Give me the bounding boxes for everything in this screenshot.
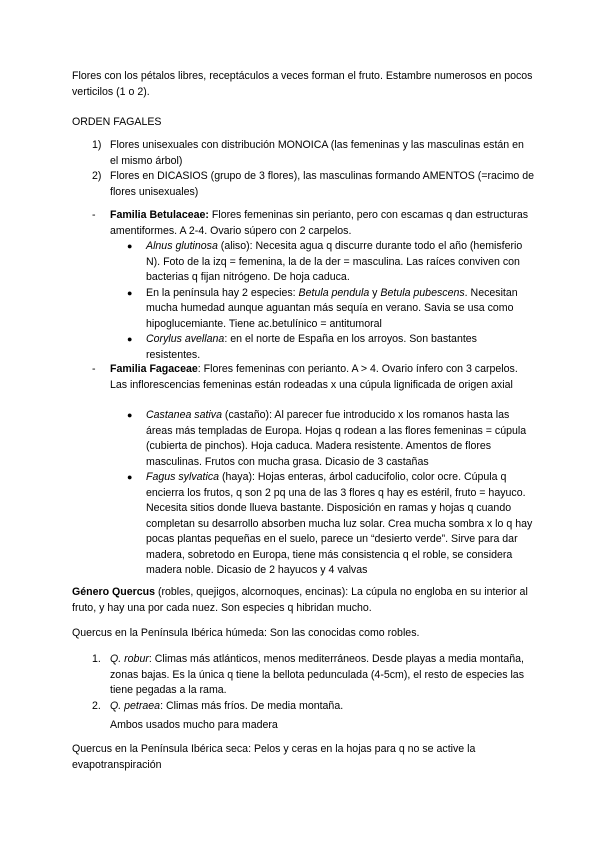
species-bullet bbox=[127, 286, 534, 333]
species-bullet bbox=[127, 408, 534, 470]
species-bullet bbox=[127, 239, 534, 286]
fagaceae-section bbox=[72, 362, 534, 579]
species-name: Q. petraea bbox=[110, 699, 161, 712]
genus-description: (robles, quejigos, alcornoques, encinas): La cúpula no engloba en su interior al fruto, y hay una por cada nuez. Son especies q hibridan mucho. bbox=[72, 586, 528, 614]
order-title: ORDEN FAGALES bbox=[72, 116, 162, 128]
humid-title: Quercus en la Península Ibérica húmeda: Son las conocidas como robles. bbox=[72, 627, 420, 639]
species-text: : Climas más atlánticos, menos mediterráneos. Desde playas a media montaña, zonas bajas. Es la única q tiene la bellota pedunculada (4-5cm), el resto de especies las tiene pegadas a la rama. bbox=[110, 653, 524, 696]
dash-marker: - bbox=[92, 209, 96, 221]
humid-list bbox=[72, 652, 534, 714]
betulaceae-heading bbox=[72, 208, 534, 239]
list-number: 2) bbox=[92, 170, 102, 182]
species-name: Fagus sylvatica bbox=[146, 471, 220, 483]
list-number: 2. bbox=[92, 699, 101, 712]
betulaceae-section bbox=[72, 208, 534, 363]
species-name: Alnus glutinosa bbox=[146, 240, 218, 252]
family-name: Familia Betulaceae: bbox=[110, 209, 209, 221]
dash-marker: - bbox=[92, 363, 96, 375]
genus-name: Género Quercus bbox=[72, 586, 156, 598]
family-name: Familia Fagaceae bbox=[110, 363, 198, 375]
species-bullet bbox=[127, 470, 534, 579]
list-text: Flores unisexuales con distribución MONOICA (las femeninas y las masculinas están en el mismo árbol) bbox=[110, 139, 524, 167]
species-name: Betula pubescens bbox=[380, 286, 465, 299]
intro-paragraph: Flores con los pétalos libres, receptáculos a veces forman el fruto. Estambre numerosos en pocos verticilos (1 o 2). bbox=[72, 70, 533, 98]
family-description: : Flores femeninas con perianto. A > 4. Ovario ínfero con 3 carpelos. Las inflorescencias femeninas están rodeadas x una cúpula lignificada de origen axial bbox=[110, 363, 518, 391]
quercus-paragraph bbox=[72, 585, 534, 616]
humid-list-item bbox=[72, 699, 534, 715]
humid-list-item bbox=[72, 652, 534, 699]
bullet-icon: ● bbox=[127, 472, 133, 482]
species-text: (aliso): Necesita agua q discurre durante todo el año (hemisferio N). Foto de la izq = femenina, la de la der = masculina. Las raíces conviven con bacterias q fijan nitrógeno. De hoja caduca. bbox=[146, 240, 523, 283]
species-text-prefix: En la península hay 2 especies: bbox=[146, 286, 299, 299]
list-number: 1. bbox=[92, 653, 101, 665]
order-list-item bbox=[72, 138, 534, 169]
family-description: Flores femeninas sin perianto, pero con escamas q dan estructuras amentiformes. A 2-4. Ovario súpero con 2 carpelos. bbox=[110, 209, 529, 237]
species-text-join: y bbox=[369, 286, 381, 299]
humid-note: Ambos usados mucho para madera bbox=[110, 719, 278, 731]
bullet-icon: ● bbox=[127, 334, 133, 344]
species-text: : Climas más fríos. De media montaña. bbox=[160, 699, 344, 712]
bullet-icon: ● bbox=[127, 287, 133, 298]
bullet-icon: ● bbox=[127, 241, 133, 251]
species-bullet bbox=[127, 332, 534, 363]
order-list bbox=[72, 138, 534, 200]
species-text: (castaño): Al parecer fue introducido x los romanos hasta las áreas más templadas de Europa. Hojas q rodean a las flores femeninas = cúpula (cubierta de pinchos). Hoja caduca. Madera resistente. Amentos de flores masculinas. Frutos con mucha grasa. Dicasio de 3 castañas bbox=[146, 409, 527, 468]
list-number: 1) bbox=[92, 139, 102, 151]
list-text: Flores en DICASIOS (grupo de 3 flores), las masculinas formando AMENTOS (=racimo de flores unisexuales) bbox=[110, 170, 535, 198]
species-name: Corylus avellana bbox=[146, 333, 225, 345]
species-name: Castanea sativa bbox=[146, 409, 222, 421]
bullet-icon: ● bbox=[127, 410, 133, 420]
species-name: Betula pendula bbox=[298, 286, 370, 299]
order-list-item bbox=[72, 169, 534, 200]
species-text: (haya): Hojas enteras, árbol caducifolio, color ocre. Cúpula q encierra los frutos, q son 2 pq una de las 3 flores q hay es estéril, fruto = hayuco. Necesita sitios donde llueva bastante. Disposición en ramas y hojas q cuando completan su desarrollo absorben mucha luz solar. Crea mucha sombra x lo q hay pocas plantas pequeñas en el suelo, parece un “desierto verde”. Sirve para dar madera, sobretodo en Europa, tiene más consistencia q el roble, se considera madera noble. Dicasio de 2 hayucos y 4 valvas bbox=[146, 471, 533, 576]
dry-paragraph: Quercus en la Península Ibérica seca: Pelos y ceras en la hojas para q no se active la evapotranspiración bbox=[72, 743, 476, 771]
species-text: . Necesitan mucha humedad aunque aguantan más sequía en verano. Savia se usa como hipoglucemiante. Tiene ac.betulínico = antitumoral bbox=[146, 286, 518, 330]
species-text: : en el norte de España en los arroyos. Son bastantes resistentes. bbox=[146, 333, 477, 361]
fagaceae-heading bbox=[72, 362, 534, 393]
species-name: Q. robur bbox=[110, 653, 149, 665]
